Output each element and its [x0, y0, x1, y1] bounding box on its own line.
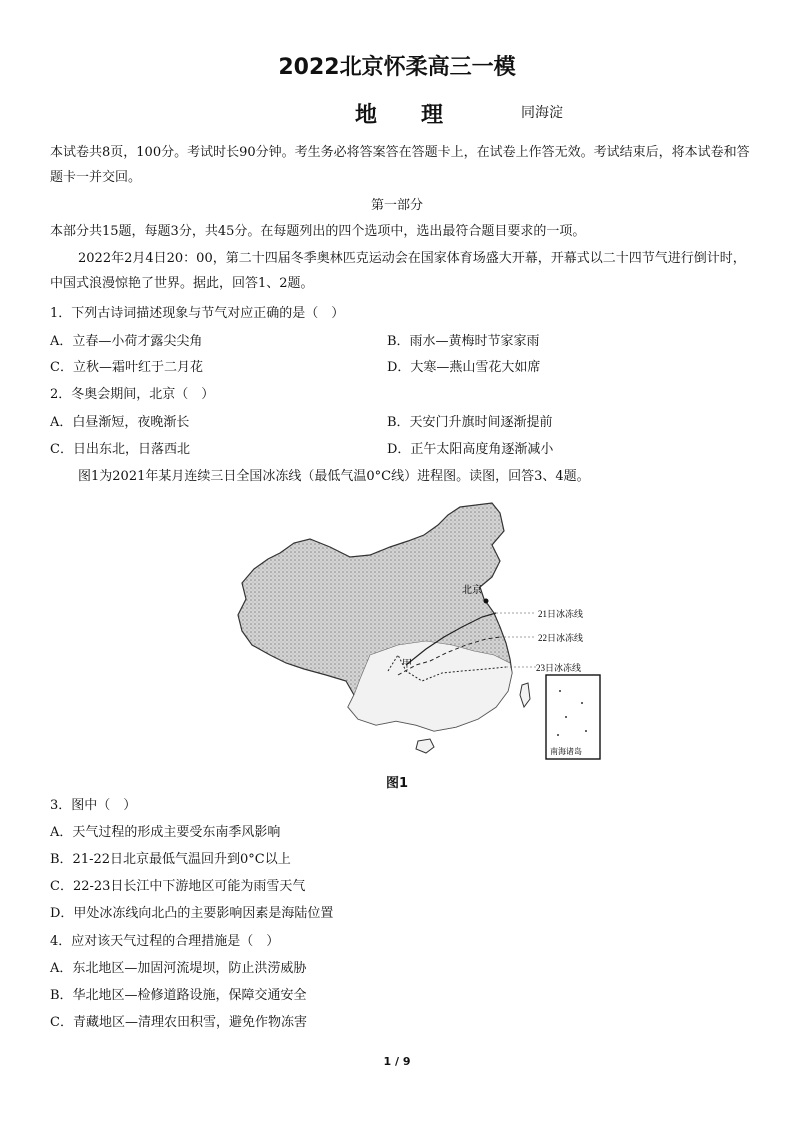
intro-paragraph: 本试卷共8页，100分。考试时长90分钟。考生务必将答案答在答题卡上，在试卷上作答无效。考试结束后，将本试卷和答题卡一并交回。: [50, 145, 750, 185]
question-3-option-b: B．21-22日北京最低气温回升到0°C以上: [50, 852, 291, 867]
question-1-option-d: D．大寒—燕山雪花大如席: [387, 360, 541, 375]
page-title: 2022北京怀柔高三一模: [278, 55, 516, 80]
question-2-option-a: A．白昼渐短，夜晚渐长: [50, 415, 190, 430]
question-1-stem: 1．下列古诗词描述现象与节气对应正确的是（ ）: [50, 306, 345, 321]
context-paragraph-2: 图1为2021年某月连续三日全国冰冻线（最低气温0°C线）进程图。读图，回答3、4题。: [78, 469, 590, 484]
question-3-option-c: C．22-23日长江中下游地区可能为雨雪天气: [50, 879, 306, 894]
part-instructions: 本部分共15题，每题3分，共45分。在每题列出的四个选项中，选出最符合题目要求的一项。: [50, 224, 586, 239]
question-4-stem: 4．应对该天气过程的合理措施是（ ）: [50, 934, 280, 949]
map-label-south-sea: 南海诸岛: [550, 747, 582, 756]
question-2-option-d: D．正午太阳高度角逐渐减小: [387, 442, 554, 457]
context-paragraph-1: 2022年2月4日20：00，第二十四届冬季奥林匹克运动会在国家体育场盛大开幕，开幕式以二十四节气进行倒计时，中国式浪漫惊艳了世界。据此，回答1、2题。: [50, 251, 746, 291]
figure-caption: 图1: [385, 776, 409, 791]
page-number: 1 / 9: [383, 1055, 411, 1068]
question-3-option-d: D．甲处冰冻线向北凸的主要影响因素是海陆位置: [50, 906, 334, 921]
question-4-option-a: A．东北地区—加固河流堤坝，防止洪涝威胁: [50, 961, 307, 976]
question-2-option-b: B．天安门升旗时间逐渐提前: [387, 415, 553, 430]
question-2-stem: 2．冬奥会期间，北京（ ）: [50, 387, 215, 402]
freeze-line-map: [230, 495, 610, 765]
map-label-line-23: 23日冰冻线: [536, 663, 582, 673]
question-1-option-a: A．立春—小荷才露尖尖角: [50, 334, 203, 349]
edition-note: 同海淀: [521, 105, 563, 121]
hainan-island: [416, 739, 434, 753]
question-3-stem: 3．图中（ ）: [50, 798, 137, 813]
question-2-option-c: C．日出东北，日落西北: [50, 442, 190, 457]
map-label-jia: 甲: [402, 659, 412, 670]
part-heading: 第一部分: [370, 198, 423, 213]
question-4-option-c: C．青藏地区—清理农田积雪，避免作物冻害: [50, 1015, 307, 1030]
beijing-marker: [484, 599, 489, 604]
question-3-option-a: A．天气过程的形成主要受东南季风影响: [50, 825, 281, 840]
question-4-option-b: B．华北地区—检修道路设施，保障交通安全: [50, 988, 307, 1003]
taiwan-island: [520, 683, 530, 707]
map-label-beijing: 北京: [462, 585, 482, 596]
map-label-line-21: 21日冰冻线: [538, 609, 584, 619]
map-label-line-22: 22日冰冻线: [538, 633, 584, 643]
southern-region-light: [348, 641, 512, 731]
question-1-option-b: B．雨水—黄梅时节家家雨: [387, 334, 540, 349]
subject-heading: 地理: [355, 103, 488, 128]
question-1-option-c: C．立秋—霜叶红于二月花: [50, 360, 203, 375]
